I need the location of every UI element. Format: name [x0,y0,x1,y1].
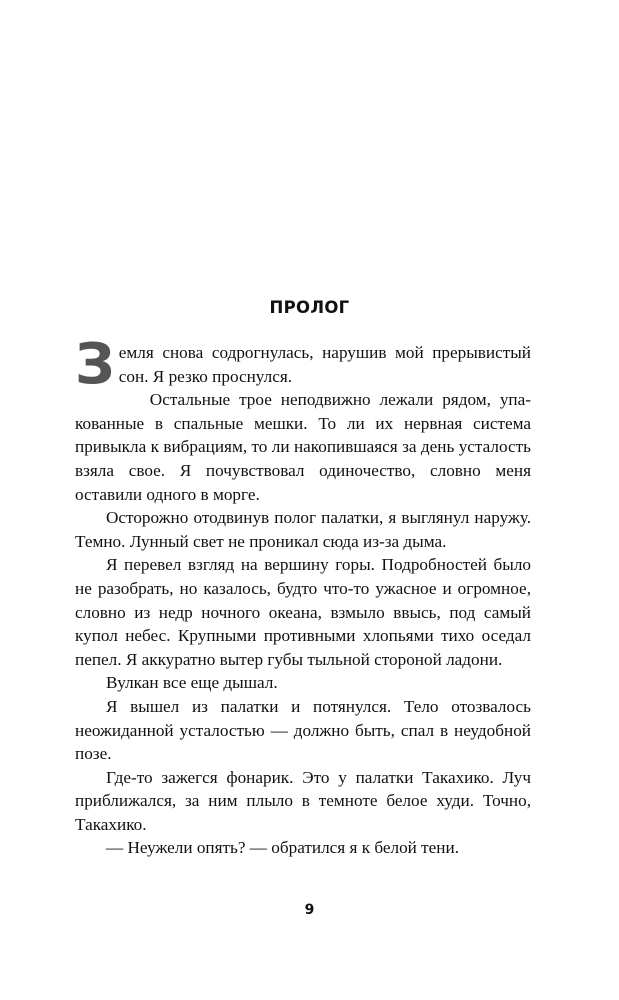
paragraph: Я перевел взгляд на вершину горы. Подробностей было не разобрать, но казалось, будто что-то ужасное и огромное, словно из недр ночного океана, взмыло ввысь, под самый купол небес. Крупными противными хлопьями тихо оседал пепел. Я аккуратно вытер губы тыльной стороной ладони. [75,555,531,669]
paragraph: Осторожно отодвинув полог палатки, я выглянул наружу. Темно. Лунный свет не проникал сюда из-за дыма. [75,508,531,551]
paragraph [75,332,531,397]
paragraph: Остальные трое неподвижно лежали рядом, упакованные в спальные мешки. То ли их нервная система привыкла к вибрациям, то ли накопившаяся за день усталость взяла свое. Я почувствовал одиночество, словно меня оставили одного в морге. [75,390,531,504]
paragraph: Я вышел из палатки и потянулся. Тело отозвалось неожиданной усталостью — должно быть, спал в неудобной позе. [75,696,531,764]
paragraph: Где-то зажегся фонарик. Это у палатки Такахико. Луч приближался, за ним плыло в темноте белое худи. Точно, Такахико. [75,767,531,834]
paragraph: — Неужели опять? — обратился я к белой тени. [106,838,459,858]
paragraph-text: емля снова содрогнулась, нарушив мой прерывистый сон. Я резко проснулся. [118,343,531,386]
paragraph: Вулкан все еще дышал. [106,673,278,693]
chapter-title: ПРОЛОГ [269,298,350,317]
drop-cap: З [75,332,115,397]
page-number: 9 [304,902,315,918]
chapter-text [75,332,531,860]
